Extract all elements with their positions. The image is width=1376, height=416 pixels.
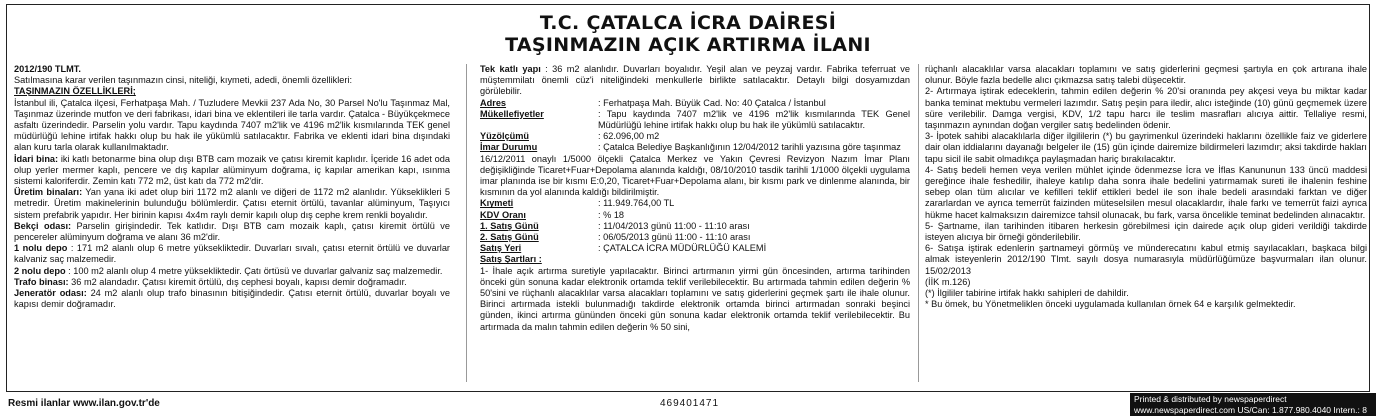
- kv-key: Mükellefiyetler: [480, 108, 544, 119]
- kv-row-sale-day-2: [480, 232, 910, 243]
- kv-key: Yüzölçümü: [480, 131, 530, 142]
- bekci-paragraph: [14, 221, 450, 243]
- kv-key: İmar Durumu: [480, 142, 538, 153]
- text: 36 m2 alandadır. Çatısı kiremit örtülü, dış cephesi boyalı, kapısı demir doğramadır.: [68, 276, 407, 287]
- ad-number: 469401471: [660, 398, 720, 409]
- kv-key: 1. Satış Günü: [480, 220, 539, 231]
- intro-text: Satılmasına karar verilen taşınmazın cinsi, niteliği, kıymeti, adedi, önemli özellikleri:: [14, 75, 353, 86]
- title-line-1: T.C. ÇATALCA İCRA DAİRESİ: [539, 12, 837, 34]
- text: : 100 m2 alanlı olup 4 metre yüksekliktedir. Çatı örtüsü ve duvarlar galvaniz saç malzemedir.: [65, 265, 443, 276]
- kv-value: : 11.949.764,00 TL: [598, 198, 675, 209]
- kv-row-area: [480, 131, 910, 142]
- newspaperdirect-banner: [1130, 393, 1376, 416]
- kv-value: : 11/04/2013 günü 11:00 - 11:10 arası: [598, 220, 750, 231]
- conditions-heading: Satış Şartları :: [480, 254, 542, 265]
- law-reference: (İİK m.126): [925, 276, 971, 287]
- label: Bekçi odası:: [14, 220, 72, 231]
- footnote-2: * Bu ömek, bu Yönetmeliklen önceki uygulamada kullanılan örnek 64 e karşılık gelmektedir.: [925, 299, 1296, 310]
- condition-5: 5- Şartname, ilan tarihinden itibaren herkesin görebilmesi için dairede açık olup gideri verildiği takdirde isteyen alıcıya bir örneği gönderilebilir.: [925, 220, 1367, 243]
- section-heading: TAŞINMAZIN ÖZELLİKLERİ;: [14, 86, 136, 97]
- kv-row-sale-day-1: [480, 221, 910, 232]
- depo2-paragraph: [14, 266, 450, 277]
- condition-3: 3- İpotek sahibi alacaklılarla diğer ilgililerin (*) bu gayrimenkul üzerindeki haklarını özellikle faiz ve giderlere dair olan iddialarını dayanağı belgeler ile (15) gün içinde dairemize bildirmeleri lazımdır; aksi takdirde hakları tapu sicil ile sabit olmadıkça paylaşmadan hariç bırakılacaktır.: [925, 131, 1367, 164]
- column-divider: [918, 64, 919, 382]
- idari-bina-paragraph: [14, 154, 450, 188]
- text: Yan yana iki adet olup biri 1172 m2 alanlı ve diğeri de 1172 m2 alanlıdır. Yükseklikleri 5 metredir. Üretim makinelerinin bulunduğu bölümlerdir. Çatısı eternit örtülü, tavanlar alüminyum, Taşıyıcı sistem prefabrik yapıdır. Her birinin kapısı 4x4m raylı demir kapılı olup dış cephe krem renkli boyalıdır.: [14, 187, 450, 220]
- text: : 36 m2 alanlıdır. Duvarları boyalıdır. Yeşil alan ve peyzaj vardır. Fabrika teferruat ve müştemmilatı önemli cüz'i niteliğindeki menkullerle birlikte satılacaktır. Detaylı bilgi dosyamızdan görülebilir.: [480, 64, 910, 97]
- banner-line-2: www.newspaperdirect.com US/Can: 1.877.980.4040 Intern.: 8: [1134, 405, 1367, 415]
- text: 24 m2 alanlı olup trafo binasının bitişiğindedir. Çatısı eternit örtülü, duvarlar boyalı ve kapısı demir doğramadır.: [14, 288, 450, 310]
- column-2: [480, 64, 910, 389]
- kv-key: 2. Satış Günü: [480, 232, 539, 243]
- kv-value: : 06/05/2013 günü 11:00 - 11:10 arası: [598, 232, 751, 243]
- condition-2: 2- Artırmaya iştirak edeceklerin, tahmin edilen değerin % 20'si oranında pey akçesi veya bu miktar kadar banka teminat mektubu vermeleri lazımdır. Satış peşin para iledir, alıcı isteğinde (10) günü geçmemek üzere süre verilebilir. Damga vergisi, KDV, 1/2 tapu harcı ile teslim masrafları alıcıya aittir. Tellaliye resmi, taşınmazın aynından doğan vergiler satış bedelinden ödenir.: [925, 86, 1367, 131]
- title-line-2: TAŞINMAZIN AÇIK ARTIRMA İLANI: [505, 34, 871, 56]
- kv-row-vat: [480, 210, 910, 221]
- kv-value: : ÇATALCA İCRA MÜDÜRLÜĞÜ KALEMİ: [598, 243, 767, 254]
- tek-katli-paragraph: [480, 64, 910, 98]
- label: Trafo binası:: [14, 276, 69, 287]
- depo1-paragraph: [14, 243, 450, 265]
- condition-4: 4- Satış bedeli hemen veya verilen mühlet içinde ödenmezse İcra ve İflas Kanununun 133 üncü maddesi gereğince ihale feshedilir, ihaleye katılıp daha sonra ihale bedelini yatırmamak sureti ile ihalenin feshine sebep olan tüm alıcılar ve kefilleri teklif ettikleri bedel ile son ihale bedeli arasındaki farktan ve diğer zararlardan ve ayrıca temerrüt faizinden müteselsilen mesul olacaklardır, ihale farkı ve temerrüt faizi ayrıca hükme hacet kalmaksızın dairemizce tahsil olunacak, bu fark, varsa öncelikle teminat bedelinden alınacaktır.: [925, 164, 1367, 220]
- kv-row-liabilities: [480, 109, 910, 131]
- kv-row-sale-place: [480, 243, 910, 254]
- file-number: 2012/190 TLMT.: [14, 64, 81, 74]
- uretim-paragraph: [14, 187, 450, 221]
- text: : 171 m2 alanlı olup 6 metre yüksekliktedir. Duvarları sıvalı, çatısı eternit örtülü ve duvarlar kalvaniz saç malzemedir.: [14, 243, 450, 265]
- kv-value: : Ferhatpaşa Mah. Büyük Cad. No: 40 Çatalca / İstanbul: [598, 97, 826, 108]
- kv-value: : 62.096,00 m2: [598, 131, 660, 142]
- label: Jeneratör odası:: [14, 288, 87, 299]
- label: Üretim binaları:: [14, 187, 83, 198]
- condition-1: 1- İhale açık artırma suretiyle yapılacaktır. Birinci artırmanın yirmi gün öncesinden, artırma tarihinden önceki gün sonuna kadar elektronik ortamda teklif verilebilecektir. Bu artırmada tahmin edilen değerin % 50'sini ve rüçhanlı alacaklılar varsa alacakları toplamını ve satış giderlerini geçmek şartı ile ihale olunur. Birinci artırmada istekli bulunmadığı takdirde elektronik ortamda birinci artırmadan sonraki beşinci günden, ikinci artırma gününden önceki gün sonuna kadar elektronik ortamda teklif verilebilecektir. Bu artırmada da malın tahmin edilen değerin % 50 sini,: [480, 265, 910, 332]
- trafo-paragraph: [14, 277, 450, 288]
- column-divider: [466, 64, 467, 382]
- kv-key: Satış Yeri: [480, 243, 522, 254]
- kv-key: Adres: [480, 97, 507, 108]
- kv-key: KDV Oranı: [480, 209, 526, 220]
- banner-line-1: Printed & distributed by newspaperdirect: [1134, 394, 1287, 404]
- kv-value: : Tapu kaydında 7407 m2'lik ve 4196 m2'lik kısmılarında TEK Genel Müdürlüğü lehine irtifak hakkı olup bu hak ile yükümlü satılacaktır.: [598, 108, 910, 131]
- kv-row-zoning: [480, 142, 910, 153]
- jenerator-paragraph: [14, 288, 450, 310]
- text: Parselin girişindedir. Tek katlıdır. Dışı BTB cam mozaik kaplı, çatısı kiremit örtülü ve pencereler alüminyum doğrama ve alanı 36 m2'dir.: [14, 220, 450, 243]
- kv-key: Kıymeti: [480, 198, 514, 209]
- condition-1-cont: rüçhanlı alacaklılar varsa alacakları toplamını ve satış giderlerini geçmesi şartıyla en çok artırana ihale olunur. Böyle fazla bedelle alıcı çıkmazsa satış talebi düşecektir.: [925, 64, 1367, 86]
- property-paragraph: İstanbul ili, Çatalca ilçesi, Ferhatpaşa Mah. / Tuzludere Mevkii 237 Ada No, 30 Parsel No'lu Taşınmaz Mal, Taşınmaz üzerinde mutfon ve deri fabrikası, idari bina ve eklentileri ile tarla vardır. Çatalca - Büyükçekmece asfaltı üzerindedir. Parselin yolu vardır. Tapu kaydında 7407 m2'lik ve 4196 m2'lik kısmılarında TEK genel müdürlüğü lehine irtifak hakkı olup bu hak ile yükümlü satılacaktır. Fabrika ve eklenti idari bina dışındaki alan kuru tarla olarak kullanılmaktadır.: [14, 97, 450, 153]
- label: 1 nolu depo: [14, 243, 68, 254]
- text: iki katlı betonarme bina olup dışı BTB cam mozaik ve çatısı kiremit kaplıdır. İçeride 16 adet oda olup yerler mermer kaplı, pencere ve dış kapılar alüminyum doğrama, iç kapılar amerikan kapı, ısınma sistemi kaloriferdir. Zemin katı 772 m2, üst katı da 772 m2'dir.: [14, 153, 450, 187]
- label: 2 nolu depo: [14, 265, 66, 276]
- kv-row-value: [480, 198, 910, 209]
- label: Tek katlı yapı: [480, 64, 541, 74]
- kv-row-address: [480, 98, 910, 109]
- condition-6: 6- Satışa iştirak edenlerin şartnameyi görmüş ve münderecatını kabul etmiş sayılacakları, başkaca bilgi almak isteyenlerin 2012/190 Tlmt. sayılı dosya numarasıyla müdürlüğümüze başvurmaları ilan olunur. 15/02/2013: [925, 243, 1367, 276]
- kv-value: : Çatalca Belediye Başkanlığının 12/04/2012 tarihli yazısına göre taşınmaz: [598, 142, 901, 153]
- footer-website-text: Resmi ilanlar www.ilan.gov.tr'de: [8, 398, 160, 409]
- column-3: [925, 64, 1367, 389]
- footer: [0, 393, 1376, 416]
- kv-value: : % 18: [598, 209, 625, 220]
- column-1: [14, 64, 450, 389]
- label: İdari bina:: [14, 153, 59, 164]
- footnote-1: (*) İlgililer tabirine irtifak hakkı sahipleri de dahildir.: [925, 288, 1129, 299]
- zoning-continuation: 16/12/2011 onaylı 1/5000 ölçekli Çatalca Merkez ve Yakın Çevresi Revizyon Nazım İmar Planı değişikliğinde Ticaret+Fuar+Depolama alanında kaldığı, 08/10/2010 tasdik tarihli 1/1000 ölçekli uygulama imar planında ise bir kısmı E:0,20, Ticaret+Fuar+Depolama alanı, bir kısmı park ve dinlenme alanında, bir kısmının da yol alanında kaldığı bildirilmiştir.: [480, 153, 910, 198]
